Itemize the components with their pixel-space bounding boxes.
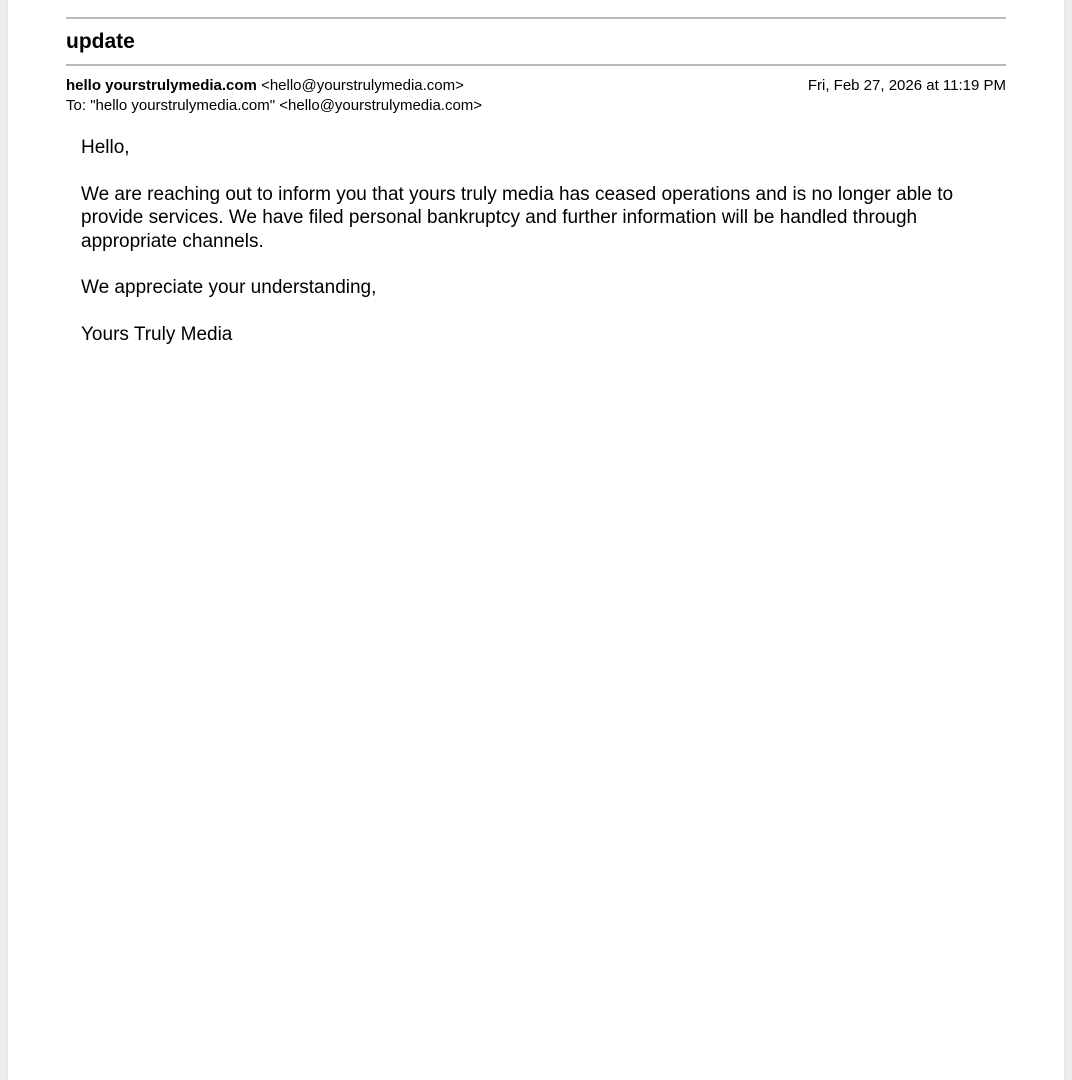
to-label: To:: [66, 97, 87, 114]
sent-date: Fri, Feb 27, 2026 at 11:19 PM: [807, 77, 1006, 94]
printed-email-page: [8, 0, 1064, 1080]
greeting: Hello,: [81, 137, 130, 158]
signature: Yours Truly Media: [81, 323, 233, 345]
body-paragraph: We are reaching out to inform you that yours truly media has ceased operations and is no longer able to provide services. We have filed personal bankruptcy and further information will be handled through appropriate channels.: [81, 183, 954, 252]
to-line: [66, 97, 482, 115]
email-subject: update: [66, 30, 135, 53]
from-line: [66, 77, 464, 95]
email-body: [81, 136, 1001, 369]
recipient-name: "hello yourstrulymedia.com": [90, 97, 276, 114]
top-divider: [66, 17, 1006, 19]
recipient-address: <hello@yourstrulymedia.com>: [279, 97, 483, 114]
sender-name: hello yourstrulymedia.com: [66, 77, 257, 94]
sender-address: <hello@yourstrulymedia.com>: [261, 77, 464, 94]
closing: We appreciate your understanding,: [81, 277, 377, 298]
header-divider: [66, 64, 1006, 66]
